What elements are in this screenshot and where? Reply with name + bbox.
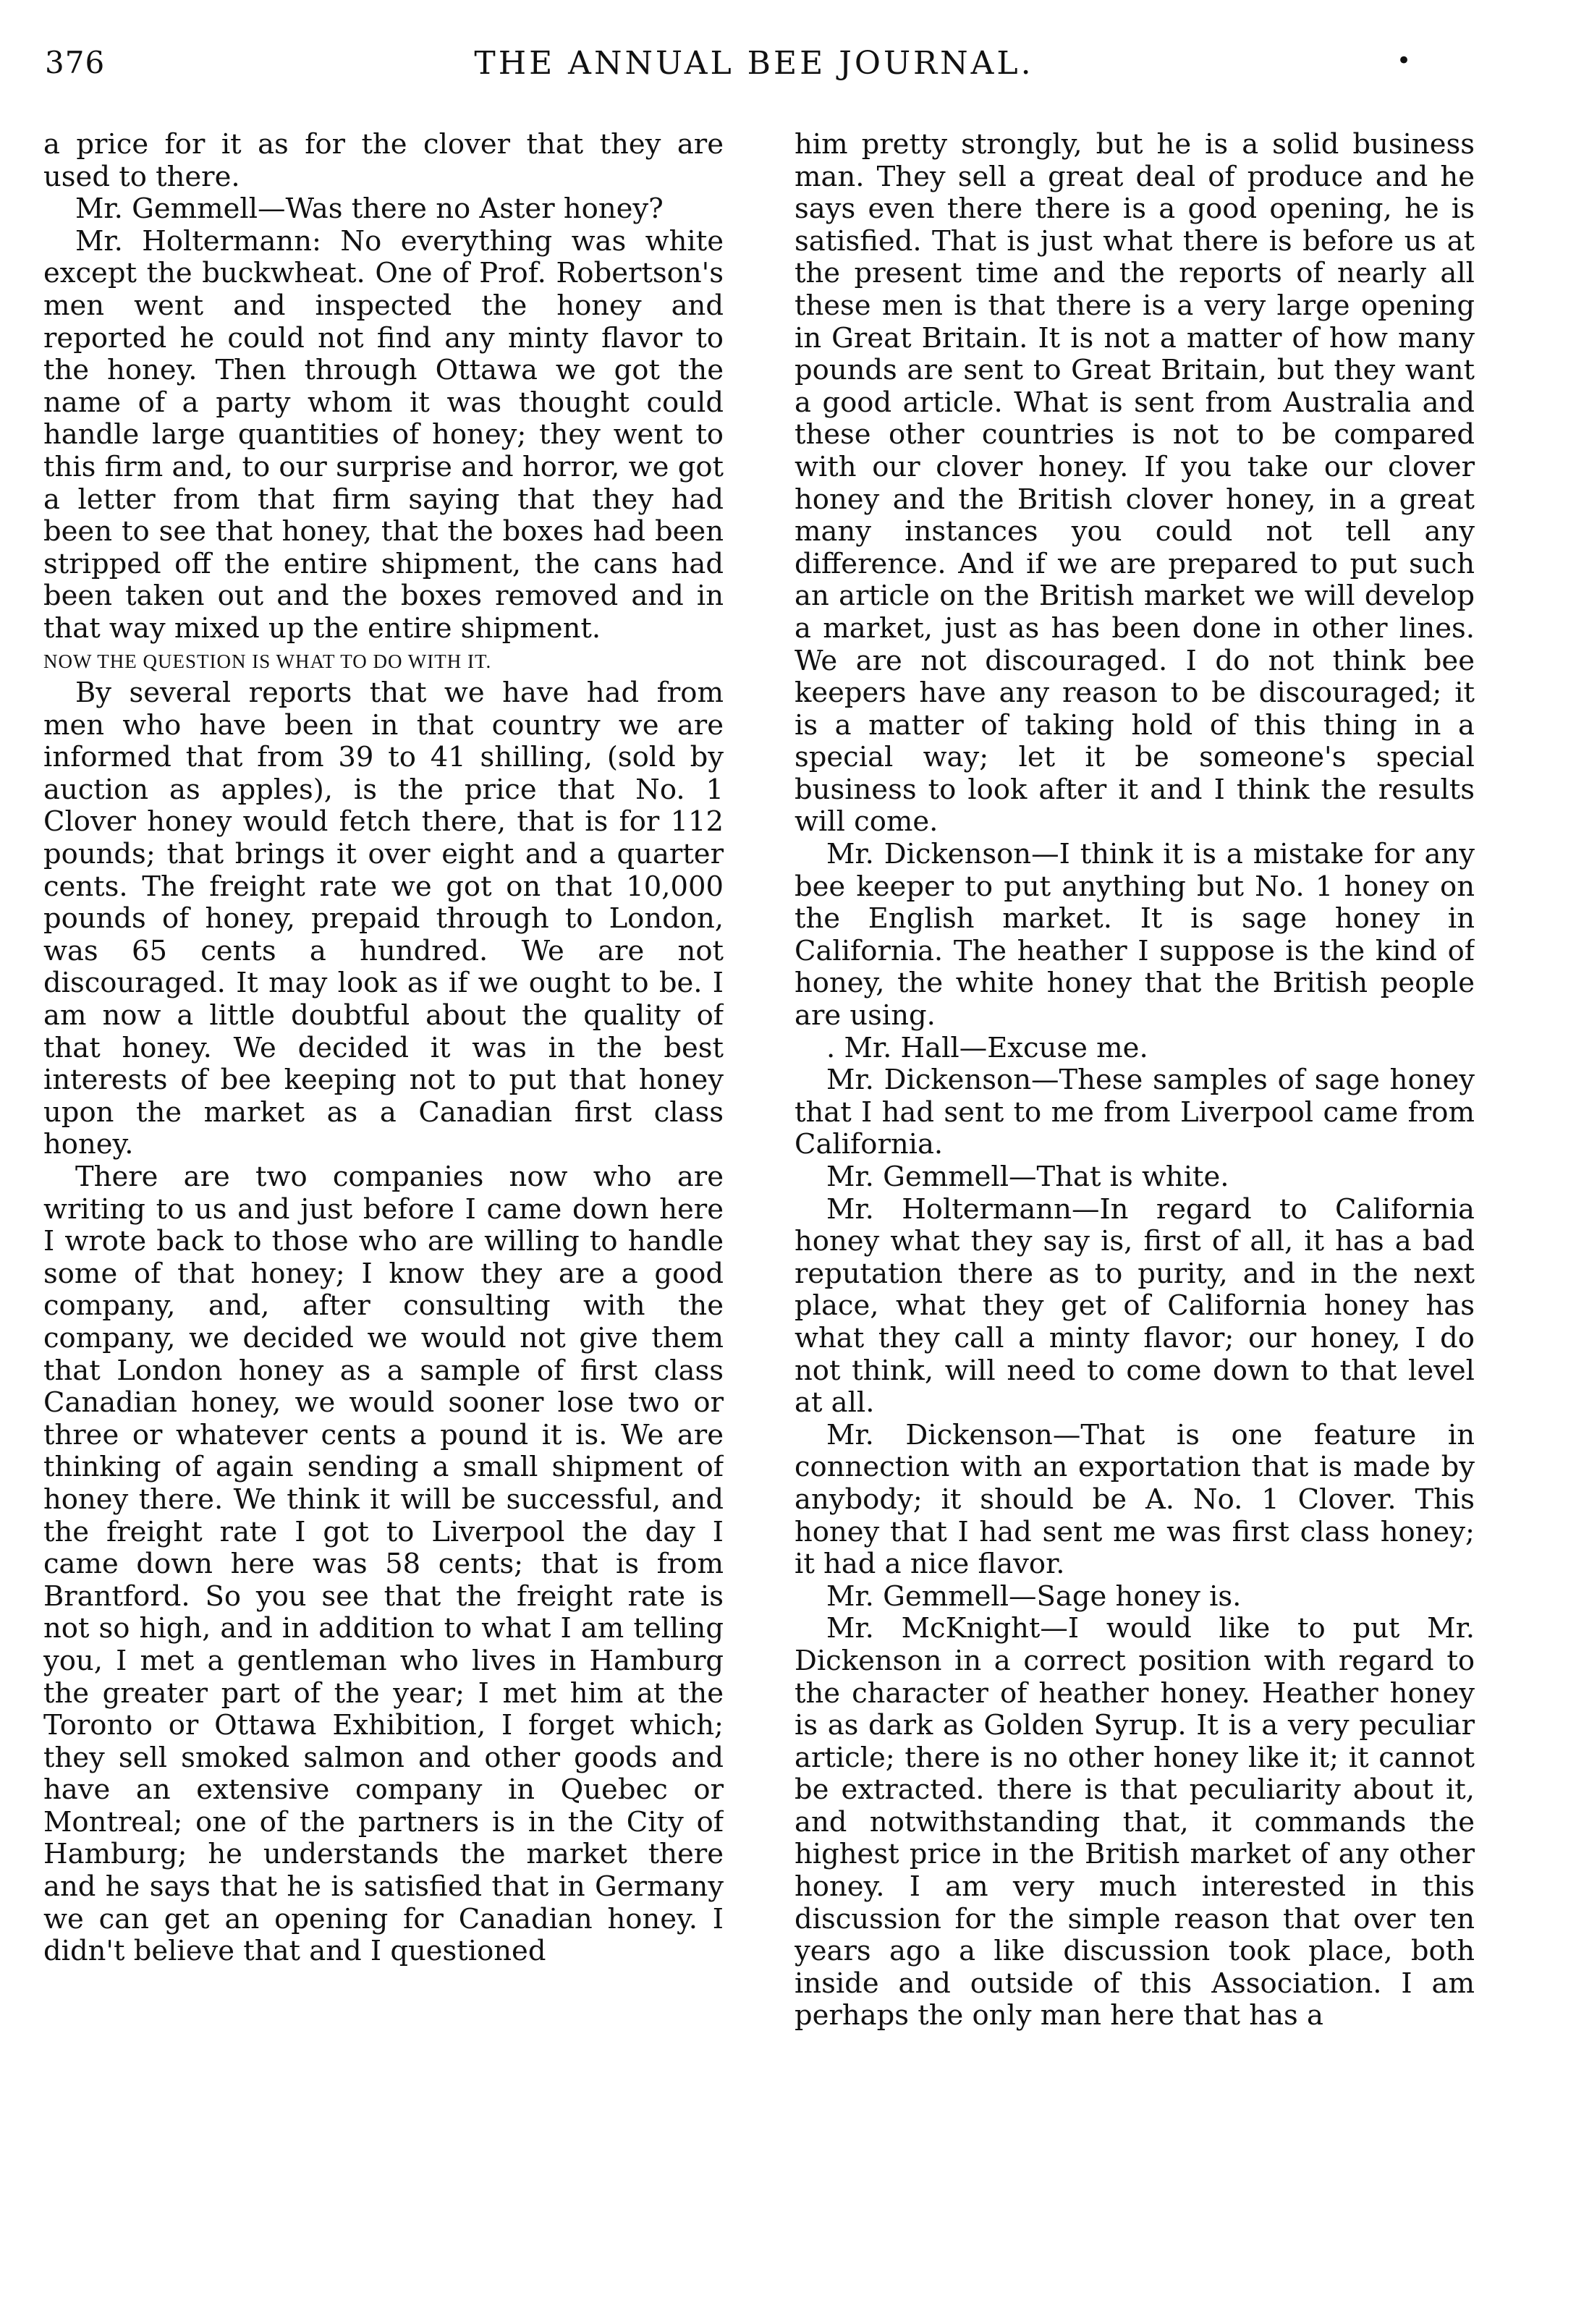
paragraph: There are two companies now who are writing to us and just before I came down here I wrote back to those who are willing to handle some of that honey; I know they are a good company, and, after consulting with the company, we decided we would not give them that London honey as a sample of first class Canadian honey, we would sooner lose two or three or whatever cents a pound it is. We are thinking of again sending a small shipment of honey there. We think it will be successful, and the freight rate I got to Liverpool the day I came down here was 58 cents; that is from Brantford. So you see that the freight rate is not so high, and in addition to what I am telling you, I met a gentleman who lives in Hamburg the greater part of the year; I met him at the Toronto or Ottawa Exhibition, I forget which; they sell smoked salmon and other goods and have an extensive company in Quebec or Montreal; one of the partners is in the City of Hamburg; he understands the market there and he says that he is satisfied that in Germany we can get an opening for Canadian honey. I didn't believe that and I questioned xyxy=(43,1161,724,1968)
paragraph: Mr. Dickenson—I think it is a mistake for any bee keeper to put anything but No. 1 honey on the English market. It is sage honey in California. The heather I suppose is the kind of honey, the white honey that the British people are using. xyxy=(795,838,1475,1032)
paragraph: Mr. Gemmell—Sage honey is. xyxy=(826,1579,1242,1613)
section-heading: NOW THE QUESTION IS WHAT TO DO WITH IT. xyxy=(43,650,492,672)
left-column xyxy=(43,129,724,2292)
paragraph: Mr. McKnight—I would like to put Mr. Dickenson in a correct position with regard to the character of heather honey. Heather honey is as dark as Golden Syrup. It is a very peculiar article; there is no other honey like it; it cannot be extracted. there is that peculiarity about it, and notwithstanding that, it commands the highest price in the British market of any other honey. I am very much interested in this discussion for the simple reason that over ten years ago a like discussion took place, both inside and outside of this Association. I am perhaps the only man here that has a xyxy=(795,1612,1475,2032)
paragraph: Mr. Holtermann—In regard to California honey what they say is, first of all, it has a bad reputation there as to purity, and in the next place, what they get of California honey has what they call a minty flavor; our honey, I do not think, will need to come down to that level at all. xyxy=(795,1192,1475,1420)
paragraph: Mr. Gemmell—Was there no Aster honey? xyxy=(75,192,664,226)
page-number: 376 xyxy=(45,45,106,80)
paragraph: him pretty strongly, but he is a solid business man. They sell a great deal of produce and he says even there there is a good opening, he is satisfied. That is just what there is before us at the present time and the reports of nearly all these men is that there is a very large opening in Great Britain. It is not a matter of how many pounds are sent to Great Britain, but they want a good article. What is sent from Australia and these other countries is not to be compared with our clover honey. If you take our clover honey and the British clover honey, in a great many instances you could not tell any difference. And if we are prepared to put such an article on the British market we will develop a market, just as has been done in other lines. We are not discouraged. I do not think bee keepers have any reason to be discouraged; it is a matter of taking hold of this thing in a special way; let it be someone's special business to look after it and I think the results will come. xyxy=(795,129,1475,839)
header-mark: • xyxy=(1396,46,1411,75)
page-header xyxy=(45,45,1463,88)
paragraph: . Mr. Hall—Excuse me. xyxy=(826,1031,1148,1064)
paragraph: Mr. Dickenson—That is one feature in connection with an exportation that is made by anybody; it should be A. No. 1 Clover. This honey that I had sent me was first class honey; it had a nice flavor. xyxy=(795,1418,1475,1581)
paragraph: Mr. Gemmell—That is white. xyxy=(826,1161,1229,1193)
paragraph: Mr. Dickenson—These samples of sage honey that I had sent to me from Liverpool came from California. xyxy=(795,1064,1475,1161)
running-title: THE ANNUAL BEE JOURNAL. xyxy=(474,45,1034,82)
right-column xyxy=(795,129,1475,2292)
paragraph: By several reports that we have had from men who have been in that country we are informed that from 39 to 41 shilling, (sold by auction as apples), is the price that No. 1 Clover honey would fetch there, that is for 112 pounds; that brings it over eight and a quarter cents. The freight rate we got on that 10,000 pounds of honey, prepaid through to London, was 65 cents a hundred. We are not discouraged. It may look as if we ought to be. I am now a little doubtful about the quality of that honey. We decided it was in the best interests of bee keeping not to put that honey upon the market as a Canadian first class honey. xyxy=(43,677,724,1161)
paragraph: a price for it as for the clover that they are used to there. xyxy=(43,129,724,193)
paragraph: Mr. Holtermann: No everything was white except the buckwheat. One of Prof. Robertson's men went and inspected the honey and reported he could not find any minty flavor to the honey. Then through Ottawa we got the name of a party whom it was thought could handle large quantities of honey; they went to this firm and, to our surprise and horror, we got a letter from that firm saying that they had been to see that honey, that the boxes had been stripped off the entire shipment, the cans had been taken out and the boxes removed and in that way mixed up the entire shipment. xyxy=(43,224,724,645)
